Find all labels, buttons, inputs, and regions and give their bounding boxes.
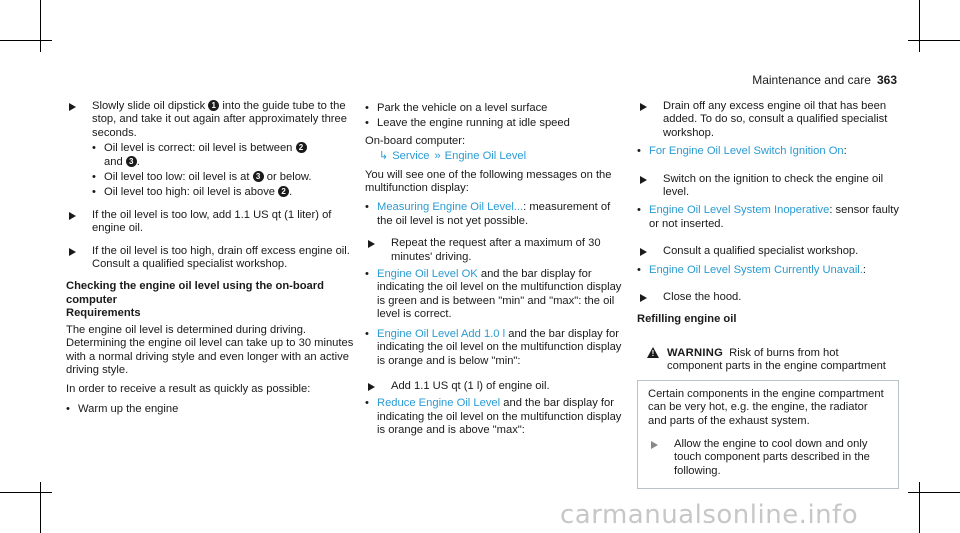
crop-mark [0,40,52,41]
display-message: Engine Oil Level System Inoperative [649,204,830,217]
watermark: carmanualsonline.info [560,500,859,530]
step-arrow-icon [640,103,647,111]
warning-body [637,380,899,489]
list-item: • Warm up the engine [66,403,356,416]
instruction-step: If the oil level is too high, drain off excess engine oil. Consult a qualified specialist workshop. [66,245,356,272]
menu-path [365,150,627,163]
page-header [752,73,897,87]
crop-mark [0,492,52,493]
paragraph: You will see one of the following messages on the multifunction display: [365,168,612,195]
column-2 [365,100,627,447]
display-message: For Engine Oil Level Switch Ignition On [649,145,844,158]
list-item: • Oil level too low: oil level is at 3 or below. [92,171,356,184]
list-item: • Oil level is correct: oil level is between 2 and 3 . [92,142,356,169]
step-arrow-icon [69,212,76,220]
paragraph: In order to receive a result as quickly as possible: [66,383,311,396]
crop-mark [40,0,41,52]
crop-mark [919,482,920,533]
step-arrow-icon [69,103,76,111]
instruction-step: Drain off any excess engine oil that has been added. To do so, consult a qualified specialist workshop. [637,100,899,140]
section-title: Maintenance and care [752,73,871,87]
instruction-step: Close the hood. [637,291,899,304]
message-item: • Engine Oil Level OK and the bar display for indicating the oil level on the multifunction display is green and is between "min" and "max": the oil level is correct. [365,268,627,322]
display-message: Engine Oil Level System Currently Unavail. [649,263,863,276]
message-item: • For Engine Oil Level Switch Ignition On: [637,145,899,158]
list-item: • Oil level too high: oil level is above 2 . [92,186,356,199]
menu-link-engine-oil-level[interactable]: Engine Oil Level [444,150,527,163]
section-heading: Refilling engine oil [637,313,737,326]
instruction-step: Slowly slide oil dipstick 1 into the guide tube to the stop, and take it out again after approximately three seconds. • Oil level is correct: oil level is between 2 and 3 . • Oil level too low: oil level is at 3 or below. • Oil level too high: oil level is above 2 . [66,100,356,200]
instruction-step: Allow the engine to cool down and only touch component parts described in the following. [648,438,888,478]
paragraph: The engine oil level is determined during driving. Determining the engine oil level can take up to 30 minutes with a normal driving style and even longer with an active driving style. [66,323,354,376]
instruction-step: Add 1.1 US qt (1 l) of engine oil. • Reduce Engine Oil Level and the bar display for indicating the oil level on the multifunction display is orange and is above "max": [365,380,627,438]
crop-mark [908,40,960,41]
callout-2-icon: 2 [296,142,307,153]
warning-box [637,341,899,489]
display-message: Measuring Engine Oil Level... [377,201,524,214]
instruction-step: Consult a qualified specialist workshop. [637,245,899,258]
paragraph: On-board computer: [365,134,466,147]
return-arrow-icon: ↳ [379,150,389,163]
list-item: • Leave the engine running at idle speed [365,117,627,130]
step-arrow-icon [368,240,375,248]
step-arrow-icon [69,248,76,256]
page-number: 363 [876,73,897,87]
message-item: • Engine Oil Level System Currently Unavail.: [637,264,899,277]
column-3 [637,100,899,489]
step-arrow-icon [640,294,647,302]
crop-mark [40,482,41,533]
step-arrow-icon [651,441,658,449]
requirements-heading: Requirements [66,307,141,320]
callout-2-icon: 2 [278,186,289,197]
warning-summary: Risk of burns from hot component parts in the engine compartment [667,346,886,373]
callout-3-icon: 3 [126,156,137,167]
message-item: • Engine Oil Level System Inoperative: sensor faulty or not inserted. [637,204,899,231]
display-message: Engine Oil Level Add 1.0 l [377,327,506,340]
callout-3-icon: 3 [253,171,264,182]
step-arrow-icon [640,176,647,184]
warning-header: ! WARNING Risk of burns from hot component parts in the engine compartment [637,341,899,380]
warning-label: WARNING [667,346,724,359]
section-heading: Checking the engine oil level using the on-board computer [66,280,324,306]
instruction-step: Repeat the request after a maximum of 30 minutes' driving. • Engine Oil Level OK and the bar display for indicating the oil level on the multifunction display is green and is between "min" and "max": the oil level is correct. • Engine Oil Level Add 1.0 l and the bar display for indicating the oil level on the multifunction display is orange and is below "min": [365,237,627,368]
instruction-step: Switch on the ignition to check the engine oil level. [637,173,899,200]
list-item: • Park the vehicle on a level surface [365,102,627,115]
crop-mark [908,492,960,493]
instruction-step: If the oil level is too low, add 1.1 US qt (1 liter) of engine oil. [66,209,356,236]
callout-1-icon: 1 [208,100,219,111]
forward-arrow-icon: » [434,150,441,163]
step-arrow-icon [368,383,375,391]
menu-link-service[interactable]: Service [392,150,430,163]
crop-mark [919,0,920,52]
display-message: Reduce Engine Oil Level [377,397,501,410]
step-arrow-icon [640,248,647,256]
message-item: • Engine Oil Level Add 1.0 l and the bar display for indicating the oil level on the multifunction display is orange and is below "min": [365,328,627,368]
column-1 [66,100,356,416]
paragraph: Certain components in the engine compartment can be very hot, e.g. the engine, the radiator and parts of the exhaust system. [648,387,884,427]
message-item: • Measuring Engine Oil Level...: measurement of the oil level is not yet possible. [365,201,627,228]
display-message: Engine Oil Level OK [377,268,478,281]
message-item: • Reduce Engine Oil Level and the bar display for indicating the oil level on the multifunction display is orange and is above "max": [365,397,627,437]
